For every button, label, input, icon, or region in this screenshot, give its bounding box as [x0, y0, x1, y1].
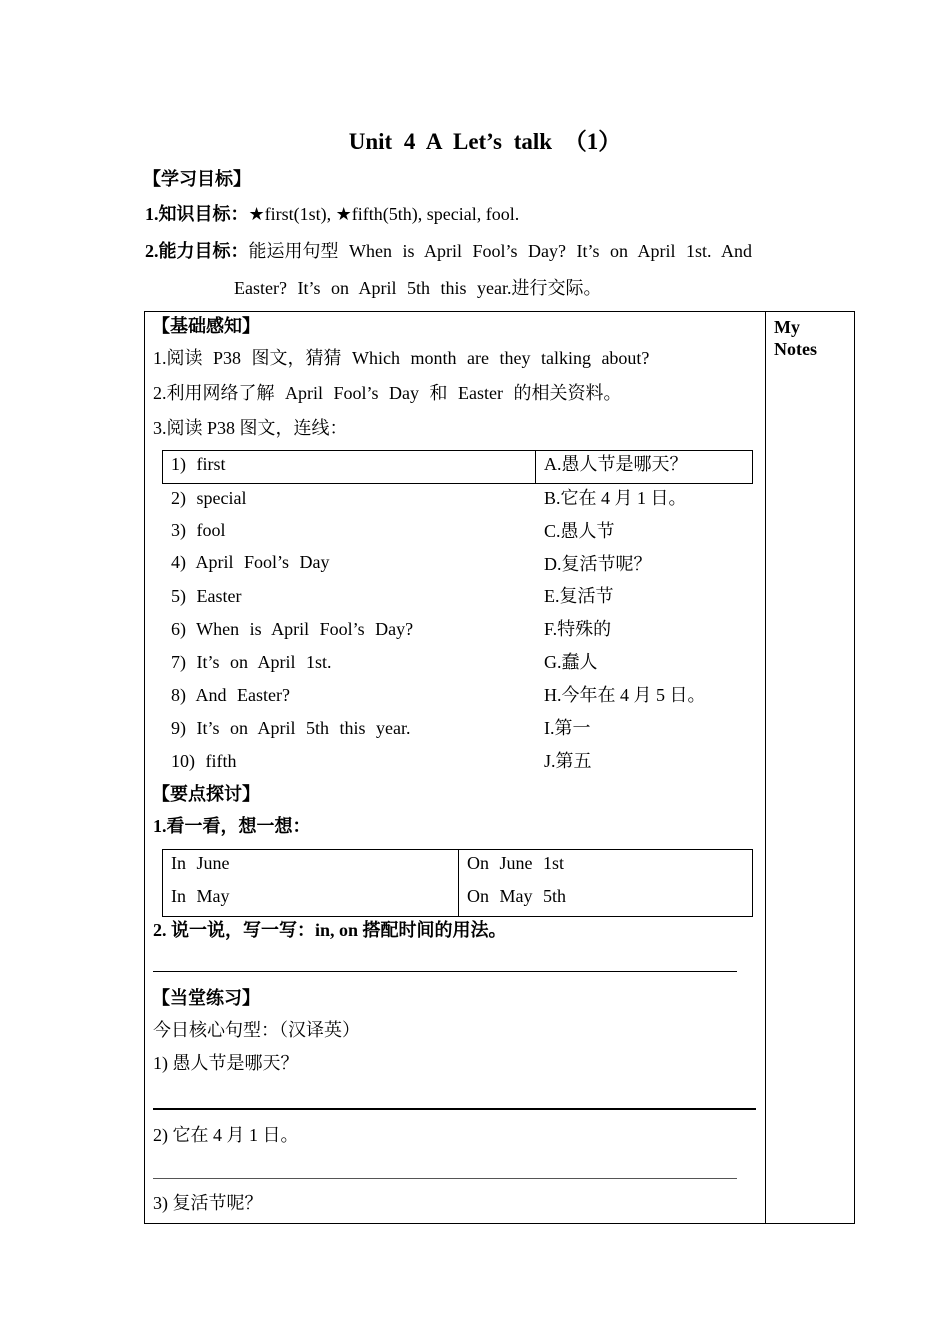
match-right-item: A.愚人节是哪天？ — [544, 454, 688, 474]
practice-intro: 今日核心句型：（汉译英） — [153, 1020, 360, 1040]
match-left-item: 4) April Fool’s Day — [171, 552, 330, 572]
answer-line[interactable] — [153, 971, 737, 972]
match-left-item: 9) It’s on April 5th this year. — [171, 718, 411, 738]
practice-item: 1) 愚人节是哪天？ — [153, 1053, 299, 1073]
match-right-item: G.蠢人 — [544, 652, 598, 672]
match-left-item: 5) Easter — [171, 586, 242, 606]
match-divider — [535, 450, 536, 484]
in-on-table-divider — [458, 849, 459, 917]
ability-label: 2.能力目标： — [145, 241, 249, 261]
table-cell: On June 1st — [467, 853, 564, 873]
table-cell: In June — [171, 853, 230, 873]
match-right-item: I.第一 — [544, 718, 591, 738]
match-right-item: E.复活节 — [544, 586, 614, 606]
match-left-item: 3) fool — [171, 520, 226, 540]
match-left-item: 1) first — [171, 454, 226, 474]
match-right-item: F.特殊的 — [544, 619, 612, 639]
match-left-item: 2) special — [171, 488, 247, 508]
match-right-item: D.复活节呢？ — [544, 554, 652, 574]
practice-item: 2) 它在 4 月 1 日。 — [153, 1125, 299, 1145]
match-right-item: B.它在 4 月 1 日。 — [544, 488, 687, 508]
basic-heading: 【基础感知】 — [152, 316, 260, 336]
key-points-task-2: 2. 说一说，写一写：in, on 搭配时间的用法。 — [153, 920, 507, 940]
match-left-item: 8) And Easter? — [171, 685, 290, 705]
knowledge-text: ★first(1st), ★fifth(5th), special, fool. — [248, 204, 520, 224]
worksheet-frame — [144, 311, 766, 1224]
match-left-item: 6) When is April Fool’s Day? — [171, 619, 414, 639]
answer-line[interactable] — [153, 1108, 756, 1110]
match-right-item: J.第五 — [544, 751, 592, 771]
knowledge-label: 1.知识目标： — [145, 204, 249, 224]
knowledge-objective — [145, 205, 519, 223]
table-cell: In May — [171, 886, 230, 906]
answer-line[interactable] — [153, 1178, 737, 1179]
match-right-item: H.今年在 4 月 5 日。 — [544, 685, 706, 705]
basic-task-3: 3.阅读 P38 图文，连线： — [153, 418, 348, 438]
match-right-item: C.愚人节 — [544, 521, 615, 541]
objectives-heading: 【学习目标】 — [143, 169, 251, 189]
key-points-heading: 【要点探讨】 — [152, 784, 260, 804]
table-cell: On May 5th — [467, 886, 566, 906]
basic-task-2: 2.利用网络了解 April Fool’s Day 和 Easter 的相关资料。 — [153, 383, 622, 403]
key-points-task-1: 1.看一看，想一想： — [153, 816, 311, 836]
match-left-item: 7) It’s on April 1st. — [171, 652, 332, 672]
ability-text-line2: Easter? It’s on April 5th this year.进行交际。 — [234, 278, 602, 298]
ability-text-line1: 能运用句型 When is April Fool’s Day? It’s on April 1st. And — [248, 241, 752, 261]
match-left-item: 10) fifth — [171, 751, 237, 771]
basic-task-1: 1.阅读 P38 图文，猜猜 Which month are they talking about? — [153, 348, 650, 368]
page-title: Unit 4 A Let’s talk （1） — [348, 129, 622, 154]
ability-objective — [145, 242, 752, 260]
practice-heading: 【当堂练习】 — [152, 988, 260, 1008]
my-notes-label: My Notes — [774, 317, 817, 359]
notes-column — [765, 311, 855, 1224]
practice-item: 3) 复活节呢？ — [153, 1193, 263, 1213]
